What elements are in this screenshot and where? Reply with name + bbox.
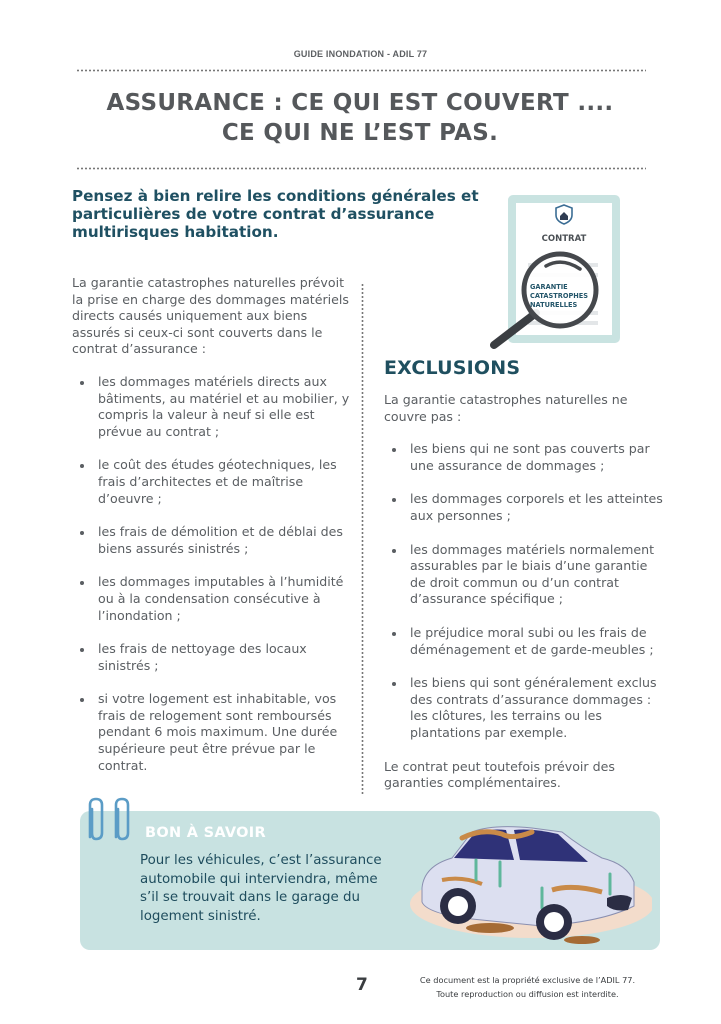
page-number: 7: [356, 975, 368, 995]
bullet-icon: [80, 464, 84, 468]
page-title-line2: CE QUI NE L’EST PAS.: [221, 120, 499, 146]
coverage-item: [72, 457, 352, 507]
exclusion-item-text: les biens qui ne sont pas couverts par une assurance de dommages ;: [410, 441, 650, 473]
exclusion-item-text: les dommages corporels et les atteintes aux personnes ;: [410, 491, 663, 523]
dotted-divider-bottom: [76, 167, 646, 170]
magnified-text-1: GARANTIE: [530, 283, 568, 291]
bullet-icon: [392, 448, 396, 452]
shield-house-icon: [556, 205, 572, 224]
dotted-divider-top: [76, 69, 646, 72]
magnified-text-2: CATASTROPHES: [530, 292, 589, 300]
coverage-intro: La garantie catastrophes naturelles prévoit la prise en charge des dommages matériels directs causés uniquement aux biens assurés si ceux-ci sont couverts dans le contrat d’assurance :: [72, 275, 349, 357]
coverage-item: [72, 574, 352, 624]
column-divider: [361, 283, 364, 794]
bullet-icon: [392, 498, 396, 502]
exclusions-list: [384, 441, 664, 741]
exclusion-item-text: le préjudice moral subi ou les frais de déménagement et de garde-meubles ;: [410, 624, 654, 657]
exclusion-item-text: les biens qui sont généralement exclus des contrats d’assurance dommages : les clôtures, les terrains ou les plantations par exemple.: [410, 675, 657, 740]
bullet-icon: [80, 581, 84, 585]
exclusion-item: [384, 675, 664, 741]
footer-note: [410, 973, 645, 1001]
exclusions-column: [384, 392, 664, 808]
bullet-icon: [392, 549, 396, 553]
coverage-item: [72, 374, 352, 440]
exclusion-item: [384, 491, 664, 524]
exclusion-item: [384, 542, 664, 608]
page-title-line1: CE QUI EST COUVERT ....: [282, 90, 614, 116]
coverage-item-text: les dommages imputables à l’humidité ou à la condensation consécutive à l’inondation ;: [98, 574, 344, 623]
running-head: GUIDE INONDATION - ADIL 77: [293, 49, 428, 59]
coverage-item-text: si votre logement est inhabitable, vos frais de relogement sont remboursés pendant 6 mois maximum. Une durée supérieure peut être prévue par le contrat.: [98, 691, 338, 773]
coverage-item-text: le coût des études géotechniques, les frais d’architectes et de maîtrise d’oeuvre ;: [98, 457, 337, 506]
exclusion-item: [384, 441, 664, 474]
tip-text: Pour les véhicules, c’est l’assurance automobile qui interviendra, même s’il se trouvait dans le garage du logement sinistré.: [140, 853, 382, 924]
footer-note-line2: Toute reproduction ou diffusion est interdite.: [436, 989, 619, 999]
exclusions-title: EXCLUSIONS: [384, 357, 521, 379]
coverage-item-text: les frais de démolition et de déblai des biens assurés sinistrés ;: [98, 524, 343, 556]
exclusion-item-text: les dommages matériels normalement assurables par le biais d’une garantie de droit commun ou d’un contrat d’assurance spécifique ;: [410, 541, 655, 607]
bullet-icon: [80, 531, 84, 535]
exclusions-outro: Le contrat peut toutefois prévoir des garanties complémentaires.: [384, 758, 615, 791]
exclusions-intro: La garantie catastrophes naturelles ne couvre pas :: [384, 392, 628, 424]
coverage-column: [72, 275, 352, 791]
bullet-icon: [392, 632, 396, 636]
page-title: [60, 88, 660, 148]
coverage-item-text: les dommages matériels directs aux bâtiments, au matériel et au mobilier, y compris la valeur à neuf si elle est prévue au contrat ;: [98, 373, 350, 439]
coverage-item-text: les frais de nettoyage des locaux sinistrés ;: [98, 641, 307, 673]
contract-label: CONTRAT: [541, 234, 587, 244]
bullet-icon: [80, 698, 84, 702]
coverage-list: [72, 374, 352, 774]
footer-note-line1: Ce document est la propriété exclusive de l’ADIL 77.: [419, 975, 636, 985]
contract-illustration: [490, 193, 630, 353]
bullet-icon: [80, 381, 84, 385]
bullet-icon: [392, 682, 396, 686]
coverage-item: [72, 691, 352, 774]
paperclip-icon: [82, 797, 136, 845]
coverage-item: [72, 641, 352, 674]
tip-title: BON À SAVOIR: [145, 825, 266, 841]
bullet-icon: [80, 648, 84, 652]
coverage-item: [72, 524, 352, 557]
flooded-car-illustration: [402, 818, 652, 950]
lead-paragraph: Pensez à bien relire les conditions générales et particulières de votre contrat d’assurance multirisques habitation.: [72, 187, 479, 241]
exclusion-item: [384, 625, 664, 658]
magnified-text-3: NATURELLES: [530, 301, 578, 309]
page-title-strong: ASSURANCE :: [106, 90, 283, 116]
